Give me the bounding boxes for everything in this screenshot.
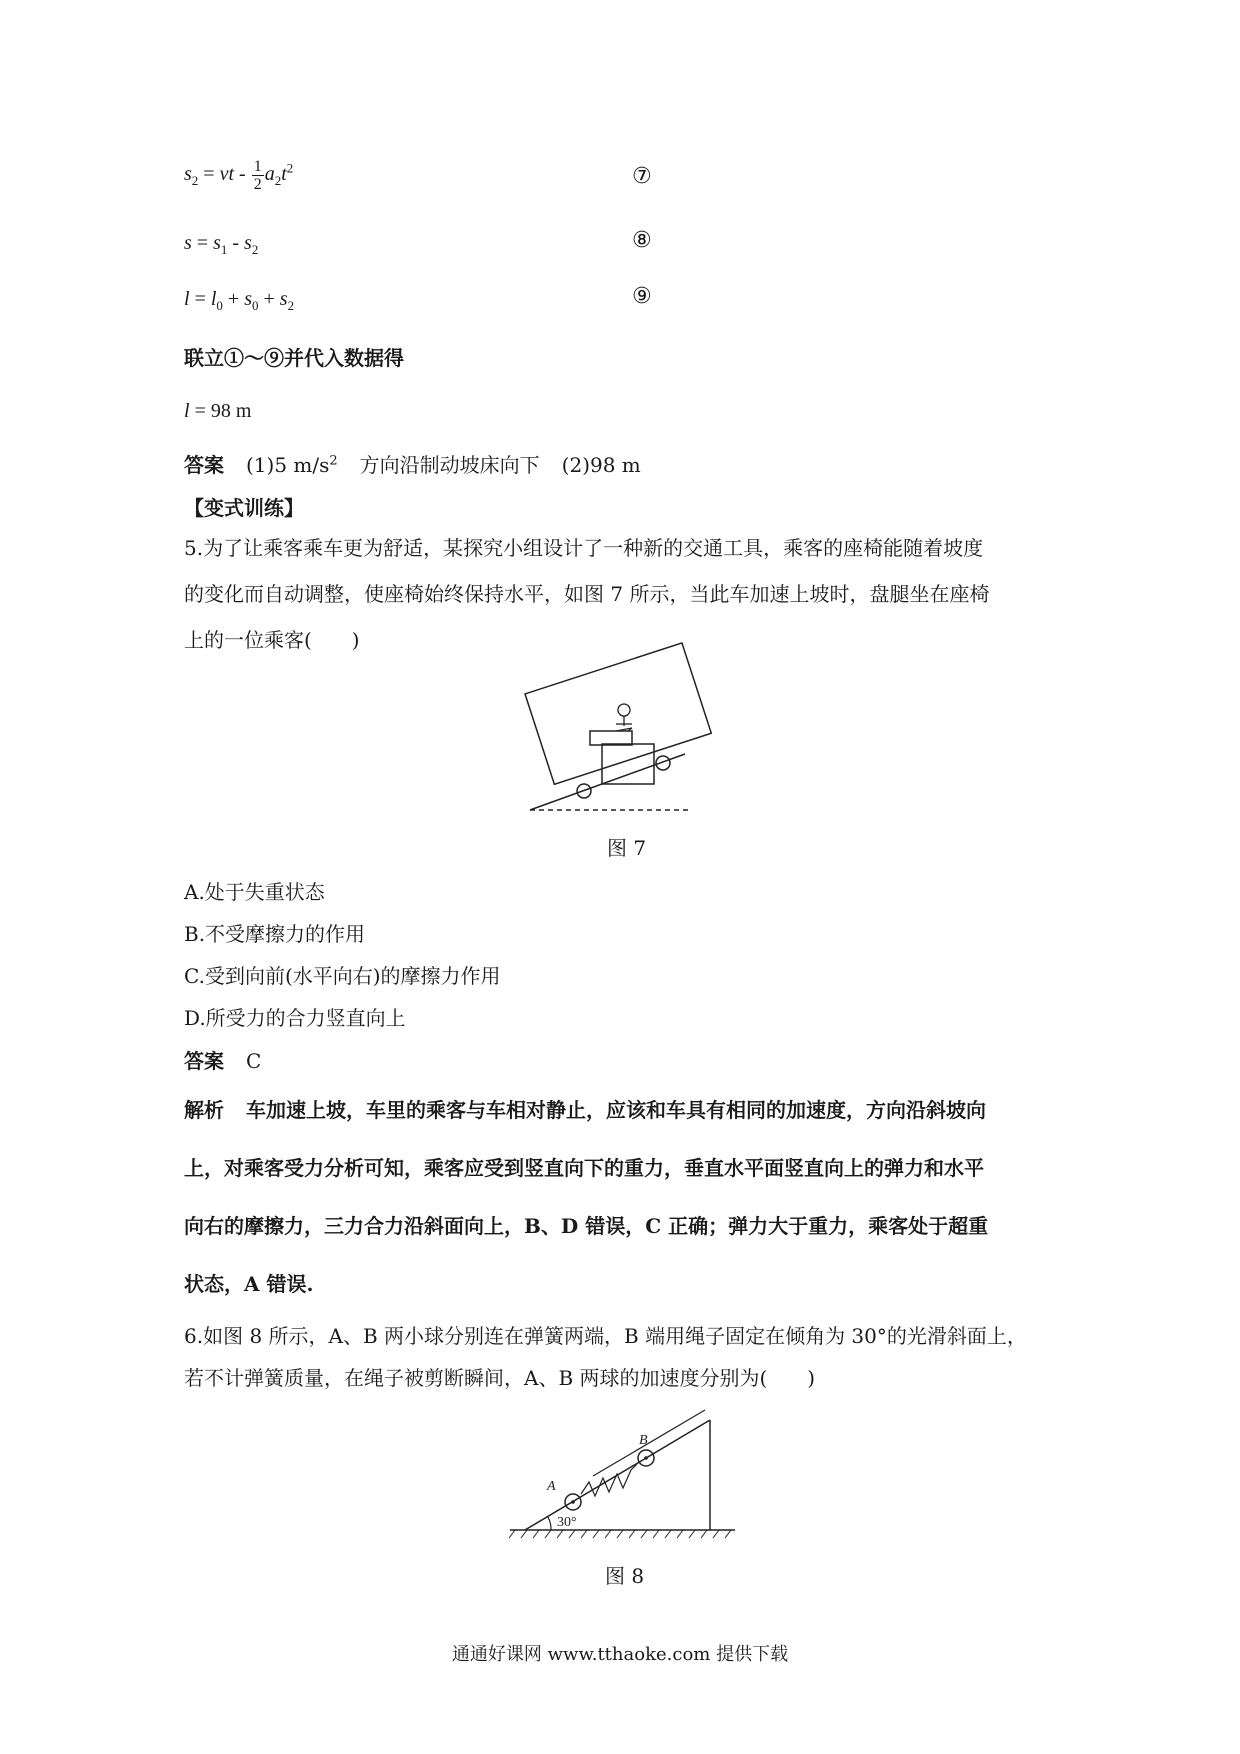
q5-line-3: 上的一位乘客( )	[184, 628, 360, 652]
q5-analysis-line-3: 向右的摩擦力，三力合力沿斜面向上，B、D 错误，C 正确；弹力大于重力，乘客处于超重	[184, 1214, 989, 1238]
figure-8-label-a: A	[547, 1479, 556, 1494]
figure-8-angle-label: 30°	[557, 1515, 577, 1530]
equation-7-marker: ⑦	[632, 164, 652, 189]
result-line: l = 98 m	[184, 400, 252, 422]
variant-training-heading: 【变式训练】	[184, 496, 304, 520]
equation-7: $s_2$ = vt - $\frac{1}{2}$ $a_2t^2$	[184, 158, 294, 193]
figure-8-caption: 图 8	[605, 1564, 645, 1588]
q5-analysis-line-2: 上，对乘客受力分析可知，乘客应受到竖直向下的重力，垂直水平面竖直向上的弹力和水平	[184, 1156, 984, 1180]
combine-equations-line: 联立①～⑨并代入数据得	[184, 346, 404, 370]
answer-label: 答案	[184, 453, 224, 477]
q5-analysis-line-1: 解析 车加速上坡，车里的乘客与车相对静止，应该和车具有相同的加速度，方向沿斜坡向	[184, 1098, 986, 1122]
q5-answer: 答案 C	[184, 1049, 262, 1073]
q5-option-c: C.受到向前(水平向右)的摩擦力作用	[184, 964, 501, 988]
equation-9-marker: ⑨	[632, 284, 652, 309]
q5-analysis-line-4: 状态，A 错误.	[184, 1272, 314, 1296]
equation-8-marker: ⑧	[632, 228, 652, 253]
q6-line-1: 6.如图 8 所示，A、B 两小球分别连在弹簧两端，B 端用绳子固定在倾角为 30°的光滑斜面上，	[184, 1324, 1027, 1348]
equation-8: $s = s_1 - s_2$	[184, 232, 259, 257]
figure-7-caption: 图 7	[607, 836, 647, 860]
q5-line-2: 的变化而自动调整，使座椅始终保持水平，如图 7 所示，当此车加速上坡时，盘腿坐在座椅	[184, 582, 990, 606]
q6-line-2: 若不计弹簧质量，在绳子被剪断瞬间，A、B 两球的加速度分别为( )	[184, 1366, 816, 1390]
page-footer: 通通好课网 www.tthaoke.com 提供下载	[451, 1644, 789, 1665]
figure-8-label-b: B	[639, 1433, 648, 1448]
figure-7-car-on-slope	[520, 632, 740, 812]
q5-option-a: A.处于失重状态	[184, 880, 325, 904]
fraction-one-half: $\frac{1}{2}$	[253, 158, 262, 193]
figure-8-spring-on-incline	[505, 1402, 745, 1542]
q5-line-1: 5.为了让乘客乘车更为舒适，某探究小组设计了一种新的交通工具，乘客的座椅能随着坡度	[184, 536, 984, 560]
answer-1: 答案 (1)5 $m/s^2$ 方向沿制动坡床向下 (2)98 m	[184, 453, 641, 477]
q5-option-d: D.所受力的合力竖直向上	[184, 1006, 406, 1030]
equation-9: $l = l_0 + s_0 + s_2$	[184, 288, 295, 313]
q5-option-b: B.不受摩擦力的作用	[184, 922, 366, 946]
